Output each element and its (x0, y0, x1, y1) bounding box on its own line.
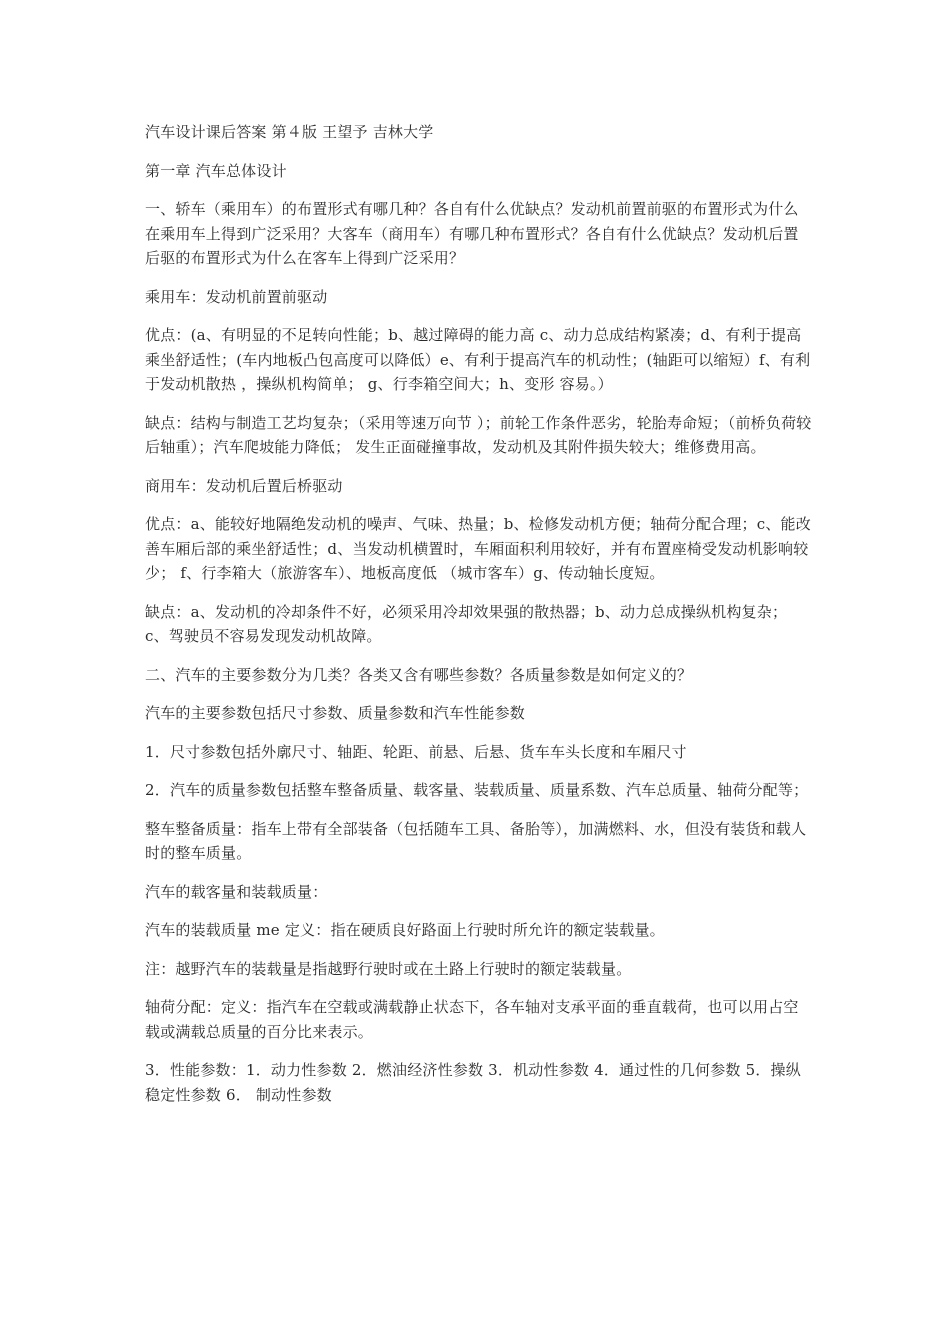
chapter-heading: 第一章 汽车总体设计 (145, 161, 287, 180)
commercial-vehicle-advantages: 优点：a、能较好地隔绝发动机的噪声、气味、热量；b、检修发动机方便；轴荷分配合理；c、能改善车厢后部的乘坐舒适性；d、当发动机横置时，车厢面积利用较好，并有布置座椅受发动机影响较少； f、行李箱大（旅游客车）、地板高度低 （城市客车）g、传动轴长度短。 (145, 515, 811, 582)
main-parameters-summary: 汽车的主要参数包括尺寸参数、质量参数和汽车性能参数 (145, 704, 526, 722)
question-2: 二、汽车的主要参数分为几类？各类又含有哪些参数？各质量参数是如何定义的？ (145, 665, 693, 684)
commercial-vehicle-disadvantages: 缺点：a、发动机的冷却条件不好，必须采用冷却效果强的散热器；b、动力总成操纵机构复杂； c、驾驶员不容易发现发动机故障。 (145, 602, 788, 645)
passenger-car-layout: 乘用车：发动机前置前驱动 (145, 287, 328, 306)
axle-load-definition: 轴荷分配：定义：指汽车在空载或满载静止状态下，各车轴对支承平面的垂直载荷，也可以用占空载或满载总质量的百分比来表示。 (145, 998, 799, 1041)
passenger-car-disadvantages: 缺点：结构与制造工艺均复杂；（采用等速万向节 ）；前轮工作条件恶劣，轮胎寿命短；（前桥负荷较后轴重）；汽车爬坡能力降低； 发生正面碰撞事故，发动机及其附件损失较大；维修费用高。 (145, 413, 812, 456)
curb-weight-definition: 整车整备质量：指车上带有全部装备（包括随车工具、备胎等），加满燃料、水，但没有装货和载人时的整车质量。 (145, 819, 807, 862)
commercial-vehicle-layout: 商用车：发动机后置后桥驱动 (145, 476, 343, 495)
load-capacity-heading: 汽车的载客量和装载质量： (145, 882, 328, 901)
performance-parameters: 3．性能参数：1．动力性参数 2．燃油经济性参数 3．机动性参数 4．通过性的几何参数 5．操纵稳定性参数 6． 制动性参数 (145, 1061, 801, 1104)
mass-parameters: 2．汽车的质量参数包括整车整备质量、载客量、装载质量、质量系数、汽车总质量、轴荷分配等； (145, 781, 809, 799)
dimension-parameters: 1．尺寸参数包括外廓尺寸、轴距、轮距、前悬、后悬、货车车头长度和车厢尺寸 (145, 742, 687, 761)
document-title: 汽车设计课后答案 第４版 王望予 吉林大学 (145, 123, 434, 141)
load-mass-definition: 汽车的装载质量 me 定义：指在硬质良好路面上行驶时所允许的额定装载量。 (145, 921, 665, 939)
offroad-note: 注：越野汽车的装载量是指越野行驶时或在土路上行驶时的额定装载量。 (145, 959, 632, 978)
question-1: 一、轿车（乘用车）的布置形式有哪几种？各自有什么优缺点？发动机前置前驱的布置形式为什么在乘用车上得到广泛采用？大客车（商用车）有哪几种布置形式？各自有什么优缺点？发动机后置后驱的布置形式为什么在客车上得到广泛采用？ (145, 200, 799, 267)
passenger-car-advantages: 优点：(a、有明显的不足转向性能；b、越过障碍的能力高 c、动力总成结构紧凑；d、有利于提高乘坐舒适性；(车内地板凸包高度可以降低）e、有利于提高汽车的机动性；(轴距可以缩短）f、有利于发动机散热 ，操纵机构简单； g、行李箱空间大；h、变形 容易。） (145, 326, 811, 393)
document-body (145, 120, 813, 1121)
